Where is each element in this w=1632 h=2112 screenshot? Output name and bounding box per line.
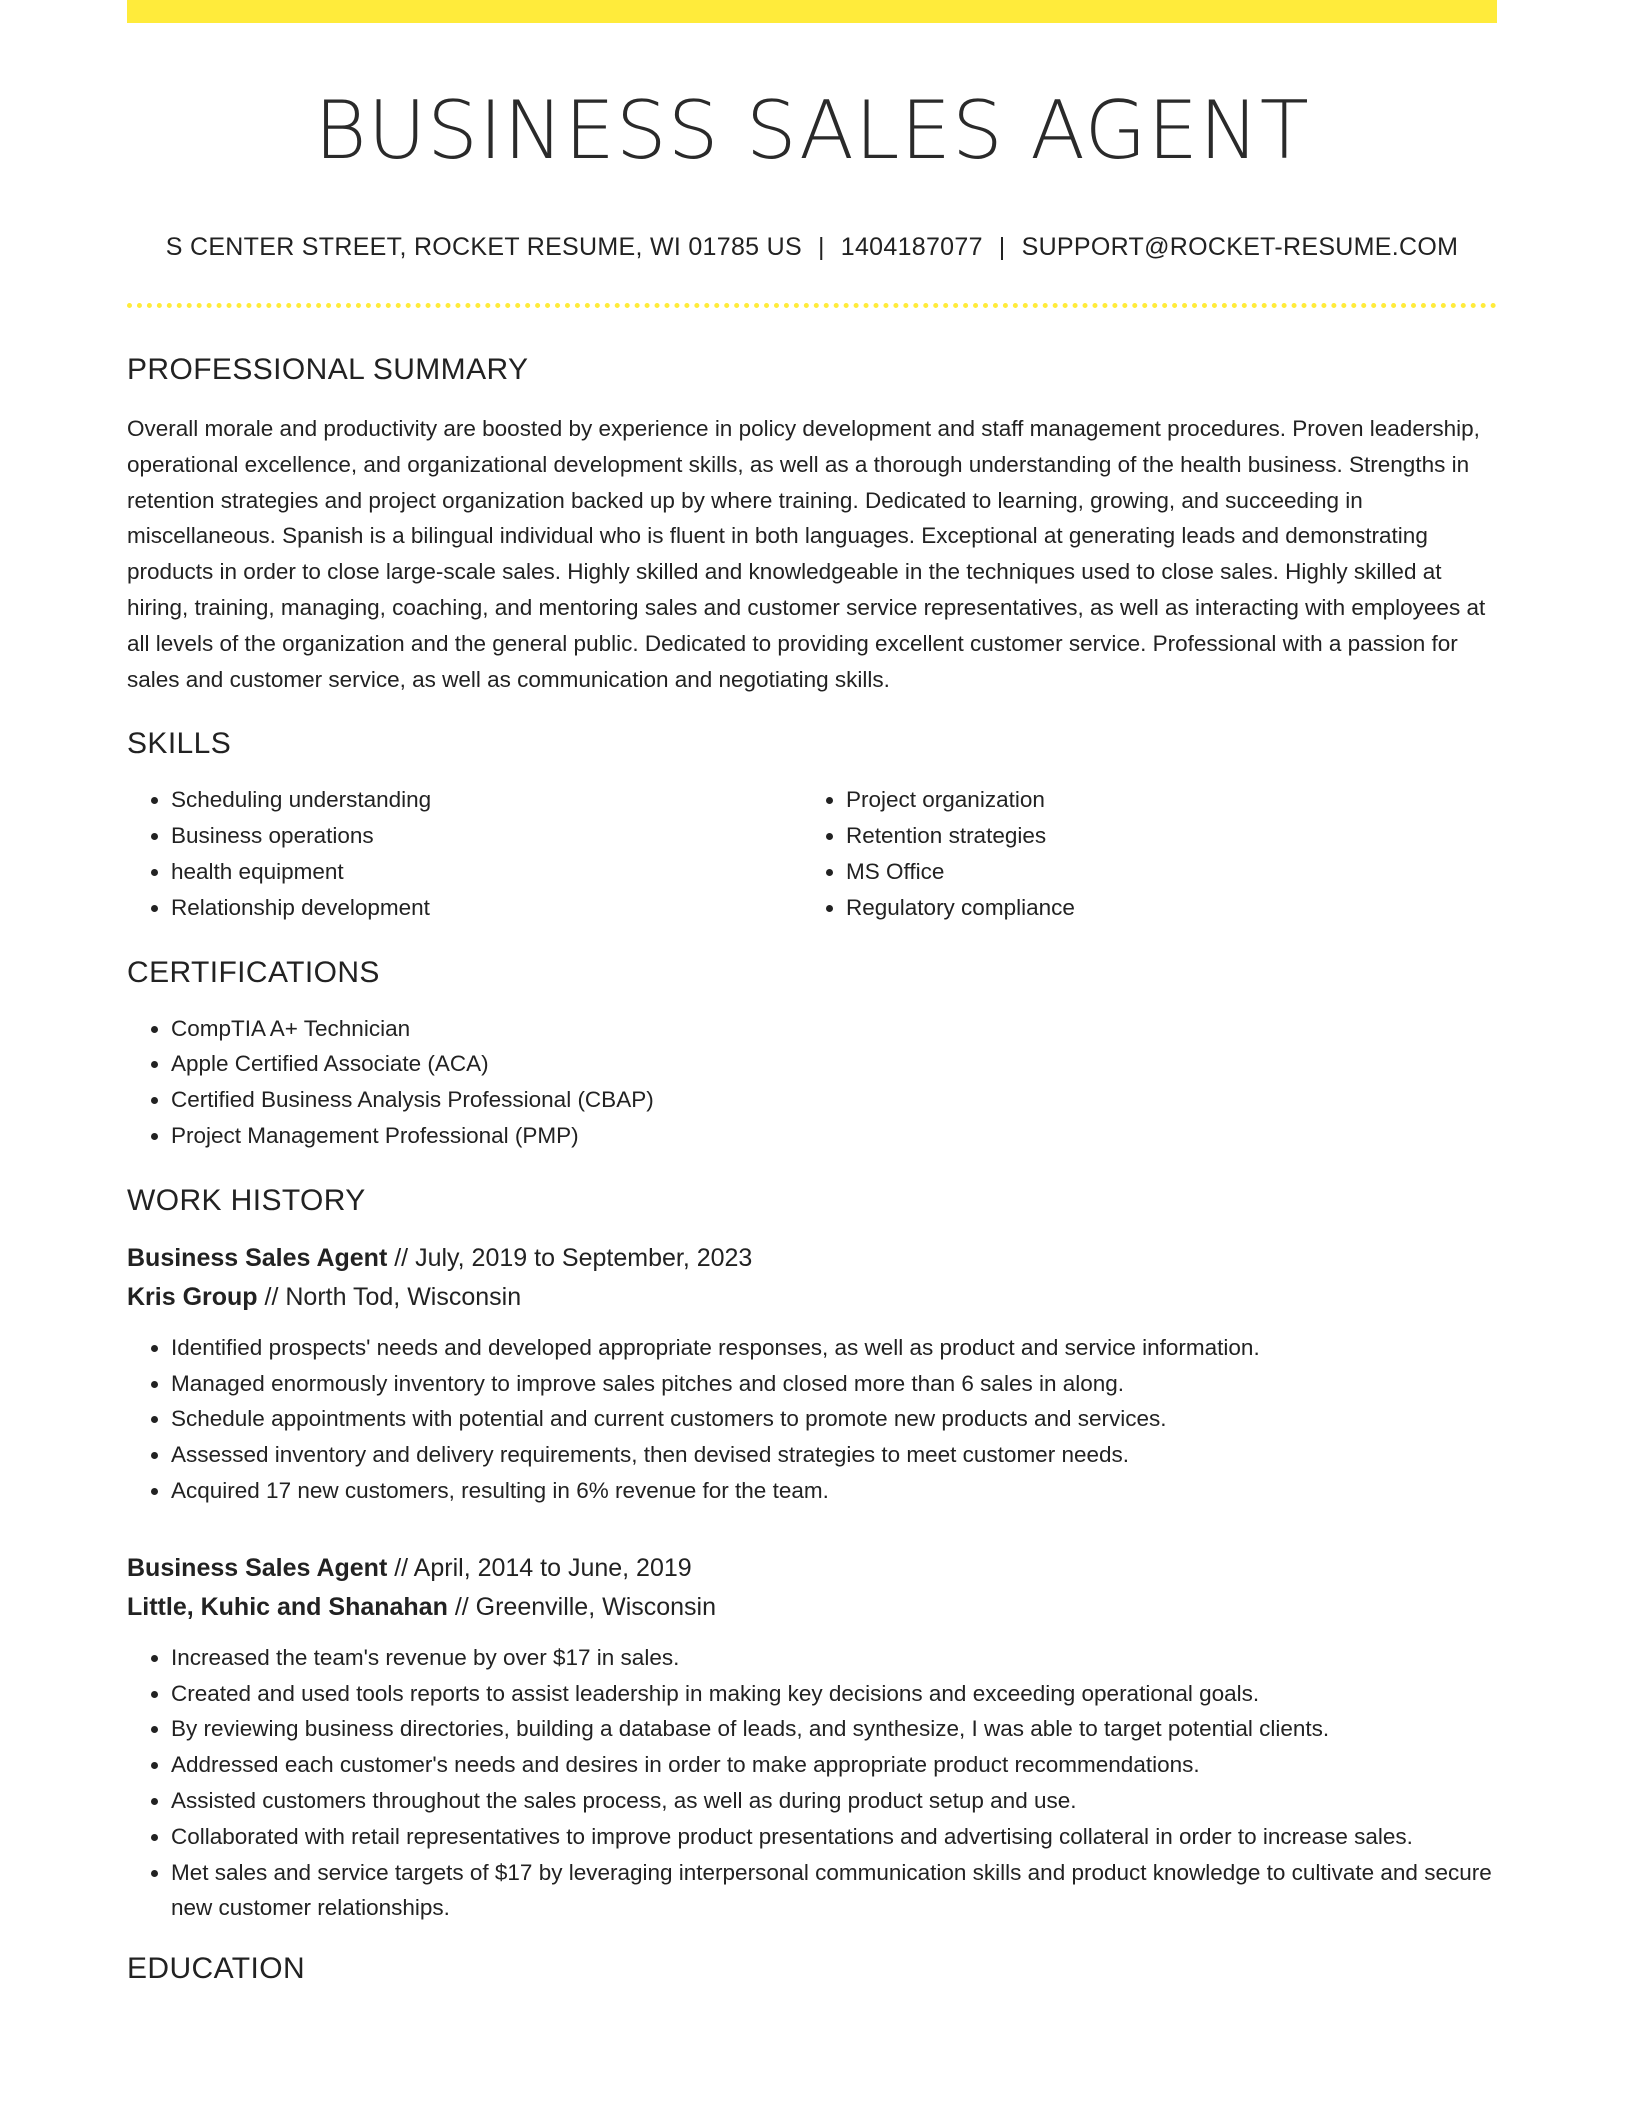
section-title-skills: SKILLS bbox=[127, 727, 232, 761]
list-item: • Business operations bbox=[171, 818, 802, 854]
job-entry bbox=[127, 1239, 1497, 1509]
job-bullets bbox=[127, 1330, 1497, 1509]
job-company: Kris Group bbox=[127, 1282, 258, 1311]
job-location: // North Tod, Wisconsin bbox=[257, 1282, 522, 1311]
dotted-divider bbox=[127, 303, 1497, 308]
list-item: • Apple Certified Associate (ACA) bbox=[171, 1046, 1497, 1082]
list-item: • MS Office bbox=[846, 854, 1075, 890]
list-item: • health equipment bbox=[171, 854, 802, 890]
list-item: • Acquired 17 new customers, resulting in 6% revenue for the team. bbox=[171, 1473, 1497, 1509]
job-bullets bbox=[127, 1640, 1497, 1926]
contact-phone[interactable]: 1404187077 bbox=[840, 233, 983, 261]
accent-top-bar bbox=[127, 0, 1497, 23]
contact-separator: | bbox=[998, 233, 1006, 261]
summary-text: Overall morale and productivity are boosted by experience in policy development and staff management procedures. Proven leadership, operational excellence, and organizational development skills, as well as a thorough understanding of the health business. Strengths in retention strategies and project organization backed up by where training. Dedicated to learning, growing, and succeeding in miscellaneous. Spanish is a bilingual individual who is fluent in both languages. Exceptional at generating leads and demonstrating products in order to close large-scale sales. Highly skilled and knowledgeable in the techniques used to close sales. Highly skilled at hiring, training, managing, coaching, and mentoring sales and customer service representatives, as well as interacting with employees at all levels of the organization and the general public. Dedicated to providing excellent customer service. Professional with a passion for sales and customer service, as well as communication and negotiating skills. bbox=[127, 416, 1486, 692]
list-item: • Scheduling understanding bbox=[171, 782, 802, 818]
list-item: • Schedule appointments with potential and current customers to promote new products and services. bbox=[171, 1401, 1497, 1437]
list-item: • By reviewing business directories, building a database of leads, and synthesize, I was able to target potential clients. bbox=[171, 1711, 1497, 1747]
skills-grid bbox=[127, 782, 1497, 925]
list-item: • Met sales and service targets of $17 by leveraging interpersonal communication skills and product knowledge to cultivate and secure new customer relationships. bbox=[171, 1855, 1497, 1927]
list-item: • Regulatory compliance bbox=[846, 890, 1075, 926]
contact-address: S CENTER STREET, ROCKET RESUME, WI 01785 US bbox=[165, 233, 802, 261]
list-item: • Relationship development bbox=[171, 890, 802, 926]
resume-name: BUSINESS SALES AGENT bbox=[314, 84, 1310, 177]
list-item: • Project Management Professional (PMP) bbox=[171, 1118, 1497, 1154]
job-dates: // July, 2019 to September, 2023 bbox=[387, 1243, 753, 1272]
section-title-summary: PROFESSIONAL SUMMARY bbox=[127, 353, 529, 386]
list-item: • Identified prospects' needs and developed appropriate responses, as well as product and service information. bbox=[171, 1330, 1497, 1366]
job-dates: // April, 2014 to June, 2019 bbox=[387, 1553, 692, 1582]
list-item: • Project organization bbox=[846, 782, 1075, 818]
section-title-work-history: WORK HISTORY bbox=[127, 1183, 366, 1217]
skills-list-right bbox=[802, 782, 1075, 925]
job-company: Little, Kuhic and Shanahan bbox=[127, 1592, 448, 1621]
job-entry bbox=[127, 1549, 1497, 1926]
list-item: • Assessed inventory and delivery requirements, then devised strategies to meet customer needs. bbox=[171, 1437, 1497, 1473]
section-title-certifications: CERTIFICATIONS bbox=[127, 955, 380, 989]
list-item: • Addressed each customer's needs and desires in order to make appropriate product recommendations. bbox=[171, 1747, 1497, 1783]
section-title-education: EDUCATION bbox=[127, 1952, 306, 1986]
contact-email[interactable]: SUPPORT@ROCKET-RESUME.COM bbox=[1021, 233, 1459, 261]
job-location: // Greenville, Wisconsin bbox=[447, 1592, 717, 1621]
list-item: • Certified Business Analysis Professional (CBAP) bbox=[171, 1082, 1497, 1118]
list-item: • Increased the team's revenue by over $17 in sales. bbox=[171, 1640, 1497, 1676]
list-item: • Collaborated with retail representatives to improve product presentations and advertising collateral in order to increase sales. bbox=[171, 1819, 1497, 1855]
contact-separator: | bbox=[817, 233, 825, 261]
skills-list-left bbox=[127, 782, 802, 925]
job-company-line bbox=[127, 1278, 1497, 1317]
list-item: • CompTIA A+ Technician bbox=[171, 1011, 1497, 1047]
certifications-list bbox=[127, 1011, 1497, 1154]
job-role: Business Sales Agent bbox=[127, 1553, 388, 1582]
list-item: • Managed enormously inventory to improve sales pitches and closed more than 6 sales in along. bbox=[171, 1366, 1497, 1402]
job-company-line bbox=[127, 1588, 1497, 1627]
list-item: • Retention strategies bbox=[846, 818, 1075, 854]
job-role-line bbox=[127, 1239, 1497, 1278]
list-item: • Created and used tools reports to assist leadership in making key decisions and exceeding operational goals. bbox=[171, 1676, 1497, 1712]
list-item: • Assisted customers throughout the sales process, as well as during product setup and use. bbox=[171, 1783, 1497, 1819]
contact-line bbox=[127, 233, 1497, 262]
job-role-line bbox=[127, 1549, 1497, 1588]
job-role: Business Sales Agent bbox=[127, 1243, 388, 1272]
resume-page bbox=[127, 0, 1497, 1987]
